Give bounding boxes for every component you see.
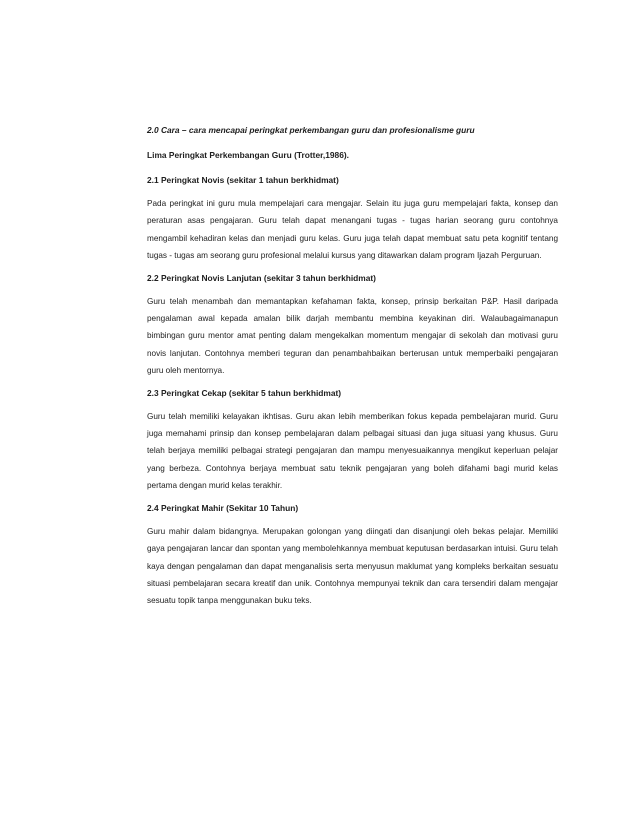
- section-body: Pada peringkat ini guru mula mempelajari cara mengajar. Selain itu juga guru mempelajari fakta, konsep dan peraturan asas pengajaran. Guru telah dapat menangani tugas - tugas harian seorang guru contohnya mengambil kehadiran kelas dan menjadi guru kelas. Guru juga telah dapat membuat satu peta kognitif tentang tugas - tugas am seorang guru profesional melalui kursus yang ditawarkan dalam program Ijazah Perguruan.: [147, 199, 558, 261]
- section-body: Guru telah memiliki kelayakan ikhtisas. Guru akan lebih memberikan fokus kepada pembelajaran murid. Guru juga memahami prinsip dan konsep pembelajaran dalam pelbagai situasi dan juga situasi yang khusus. Guru telah berjaya memiliki pelbagai strategi pengajaran dan mampu menyesuaikannya mengikut keperluan pelajar yang berbeza. Contohnya berjaya membuat satu teknik pengajaran yang boleh difahami bagi murid kelas pertama dengan murid kelas terakhir.: [147, 411, 558, 491]
- section-heading: 2.4 Peringkat Mahir (Sekitar 10 Tahun): [147, 502, 299, 513]
- document-page: [147, 124, 558, 617]
- subtitle: Lima Peringkat Perkembangan Guru (Trotter,1986).: [147, 150, 349, 160]
- main-title: 2.0 Cara – cara mencapai peringkat perkembangan guru dan profesionalisme guru: [147, 125, 475, 135]
- section-cekap: [147, 387, 558, 495]
- section-heading: 2.1 Peringkat Novis (sekitar 1 tahun berkhidmat): [147, 175, 339, 185]
- section-heading: 2.3 Peringkat Cekap (sekitar 5 tahun berkhidmat): [147, 387, 342, 398]
- section-body: Guru mahir dalam bidangnya. Merupakan golongan yang diingati dan disanjungi oleh bekas pelajar. Memiliki gaya pengajaran lancar dan spontan yang membolehkannya membuat keputusan berdasarkan intuisi. Guru telah kaya dengan pengalaman dan dapat menganalisis serta menyusun maklumat yang kompleks berkaitan sesuatu situasi pembelajaran secara kreatif dan unik. Contohnya mempunyai teknik dan cara tersendiri dalam mengajar sesuatu topik tanpa menggunakan buku teks.: [147, 526, 558, 606]
- section-novis-lanjutan: [147, 272, 558, 380]
- section-body: Guru telah menambah dan memantapkan kefahaman fakta, konsep, prinsip berkaitan P&P. Hasil daripada pengalaman awal kepada amalan bilik darjah membantu membina keyakinan diri. Walaubagaimanapun bimbingan guru mentor amat penting dalam mengekalkan momentum mengajar di sekolah dan motivasi guru novis lanjutan. Contohnya memberi teguran dan penambahbaikan berterusan untuk memperbaiki pengajaran guru oleh mentornya.: [147, 296, 558, 376]
- section-mahir: [147, 502, 558, 610]
- section-novis: [147, 174, 558, 265]
- section-heading: 2.2 Peringkat Novis Lanjutan (sekitar 3 tahun berkhidmat): [147, 272, 376, 283]
